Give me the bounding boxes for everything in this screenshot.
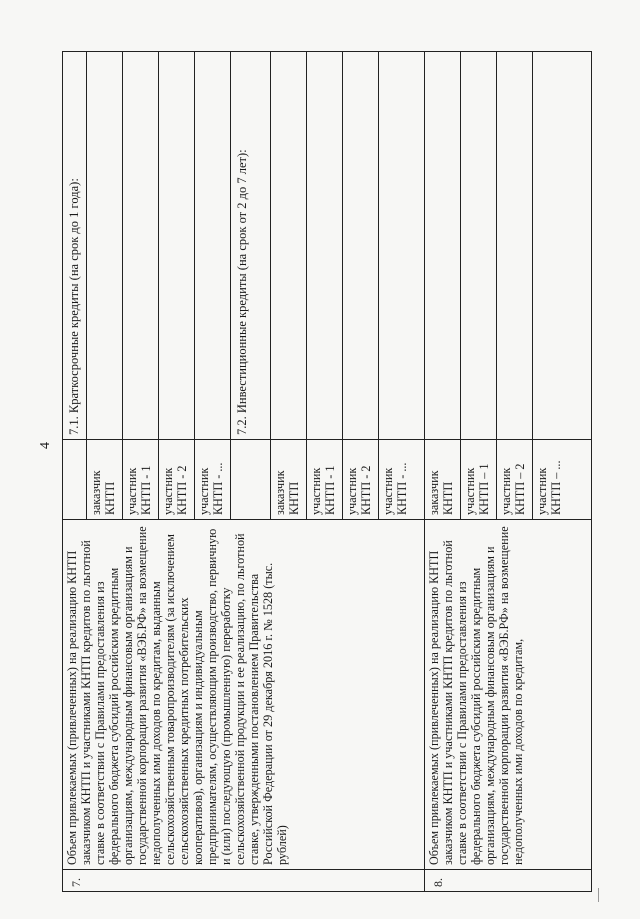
role-cell: участник КНТП – 2	[497, 440, 533, 520]
value-cell	[379, 52, 425, 440]
value-cell	[497, 52, 533, 440]
role-cell: участник КНТП - 2	[343, 440, 379, 520]
row-description	[425, 520, 592, 870]
role-cell: участник КНТП - 1	[307, 440, 343, 520]
row-description-text: Объем привлекаемых (привлеченных) на реализацию КНТП заказчиком КНТП и участниками КНТП кредитов по льготной ставке в соответствии с Правилами предоставления из федерального бюджета субсидий российским кредитным организациям, международным финансовым организациям и государственной корпорации развития «ВЭБ.РФ» на возмещение недополученных ими доходов по кредитам, выданным сельскохозяйственным товаропроизводителям (за исключением сельскохозяйственных кредитных потребительских кооперативов), организациям и индивидуальным предпринимателям, осуществляющим производство, первичную и (или) последующую (промышленную) переработку сельскохозяйственной продукции и ее реализацию, по льготной ставке, утвержденными постановлением Правительства Российской Федерации от 29 декабря 2016 г. № 1528 (тыс. рублей)	[65, 526, 289, 865]
role-cell: участник КНТП - 2	[159, 440, 195, 520]
value-cell	[307, 52, 343, 440]
table-row	[63, 52, 87, 892]
role-cell: участник КНТП – ...	[533, 440, 592, 520]
role-cell: заказчик КНТП	[87, 440, 123, 520]
value-cell	[425, 52, 461, 440]
page-number: 4	[38, 442, 53, 449]
scan-mark	[598, 888, 605, 902]
role-cell: заказчик КНТП	[271, 440, 307, 520]
document-table-rotated	[62, 51, 592, 892]
value-cell	[195, 52, 231, 440]
indicators-table	[62, 51, 592, 892]
value-cell	[123, 52, 159, 440]
blank-cell	[63, 440, 87, 520]
value-cell	[343, 52, 379, 440]
value-cell	[533, 52, 592, 440]
role-cell: участник КНТП - ...	[379, 440, 425, 520]
row-description	[63, 520, 425, 870]
role-cell: заказчик КНТП	[425, 440, 461, 520]
table-row	[425, 52, 461, 892]
row-number: 8.	[425, 870, 592, 892]
row-number: 7.	[63, 870, 425, 892]
section-header-investment: 7.2. Инвестиционные кредиты (на срок от 2 до 7 лет):	[231, 52, 271, 440]
blank-cell	[231, 440, 271, 520]
role-cell: участник КНТП - ...	[195, 440, 231, 520]
section-header-short-term: 7.1. Краткосрочные кредиты (на срок до 1 года):	[63, 52, 87, 440]
role-cell: участник КНТП - 1	[123, 440, 159, 520]
value-cell	[159, 52, 195, 440]
value-cell	[461, 52, 497, 440]
value-cell	[271, 52, 307, 440]
row-description-text: Объем привлекаемых (привлеченных) на реализацию КНТП заказчиком КНТП и участниками КНТП кредитов по льготной ставке в соответствии с Правилами предоставления из федерального бюджета субсидий российским кредитным организациям, международным финансовым организациям и государственной корпорации развития «ВЭБ.РФ» на возмещение недополученных ими доходов по кредитам,	[427, 526, 525, 865]
value-cell	[87, 52, 123, 440]
role-cell: участник КНТП – 1	[461, 440, 497, 520]
